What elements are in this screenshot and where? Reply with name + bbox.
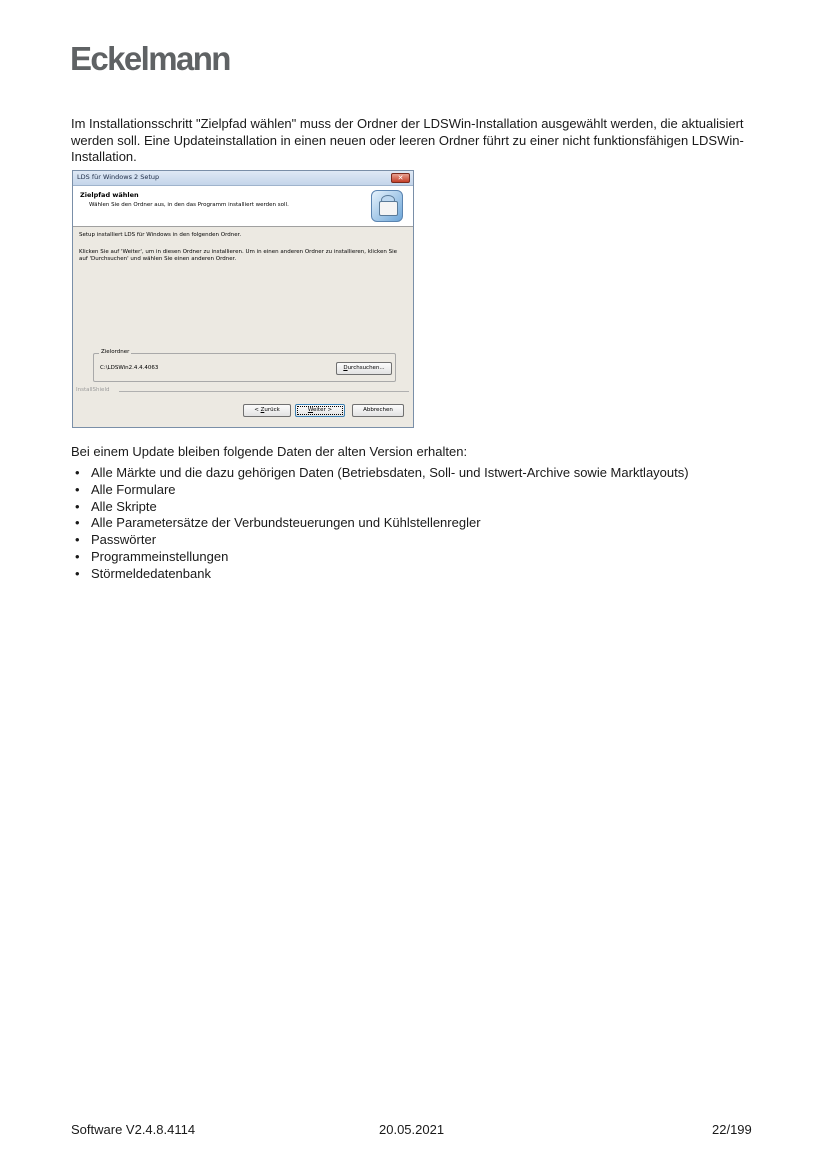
list-item-text: Passwörter	[91, 532, 157, 548]
list-item	[75, 549, 689, 566]
cancel-button[interactable]: Abbrechen	[352, 404, 404, 417]
footer-date: 20.05.2021	[379, 1122, 445, 1137]
dialog-body-line2: Klicken Sie auf 'Weiter', um in diesen Ordner zu installieren. Um in einen anderen Ordner zu installieren, klicken Sie auf 'Durchsuchen' und wählen Sie einen anderen Ordner.	[79, 249, 397, 262]
computer-shape	[379, 201, 398, 216]
list-item-text: Alle Parametersätze der Verbundsteuerungen und Kühlstellenregler	[91, 515, 481, 531]
bullet-icon: •	[75, 515, 80, 531]
browse-label-post: urchsuchen...	[347, 365, 385, 371]
installshield-label: InstallShield	[76, 387, 110, 393]
list-item-text: Programmeinstellungen	[91, 548, 229, 564]
preserved-data-list	[75, 465, 689, 583]
bullet-icon: •	[75, 481, 80, 497]
bullet-icon: •	[75, 498, 80, 514]
next-label-post: eiter >	[313, 407, 333, 413]
setup-dialog-screenshot	[72, 170, 414, 428]
close-icon[interactable]: ✕	[391, 173, 410, 183]
next-label-accel: W	[307, 407, 314, 413]
back-label-post: urück	[264, 407, 280, 413]
footer-software-version: Software V2.4.8.4114	[71, 1122, 196, 1137]
intro-paragraph: Im Installationsschritt "Zielpfad wählen" muss der Ordner der LDSWin-Installation ausgewählt werden, die aktualisiert werden soll. Eine Updateinstallation in einen neuen oder leeren Ordner führt zu einer nicht funktionsfähigen LDSWin-Installation.	[71, 116, 744, 164]
list-item	[75, 499, 689, 516]
bullet-icon: •	[75, 548, 80, 564]
setup-computer-icon	[371, 190, 403, 222]
company-logo: Eckelmann	[70, 40, 230, 77]
target-folder-path: C:\LDSWin2.4.4.4063	[100, 365, 159, 371]
back-label-pre: <	[254, 407, 261, 413]
dialog-header-subtitle: Wählen Sie den Ordner aus, in den das Programm installiert werden soll.	[89, 202, 289, 208]
list-item	[75, 566, 689, 583]
list-item-text: Alle Märkte und die dazu gehörigen Daten (Betriebsdaten, Soll- und Istwert-Archive sowie Marktlayouts)	[91, 465, 689, 480]
target-folder-group	[93, 349, 396, 382]
footer-page-number: 22/199	[712, 1122, 752, 1137]
bullet-icon: •	[75, 565, 80, 581]
dialog-title: LDS für Windows 2 Setup	[77, 173, 160, 181]
next-button[interactable]	[295, 404, 345, 417]
dialog-body-line1: Setup installiert LDS für Windows in den folgenden Ordner.	[79, 232, 242, 238]
list-item	[75, 515, 689, 532]
dialog-header	[73, 186, 413, 227]
list-item-text: Störmeldedatenbank	[91, 565, 211, 581]
browse-button[interactable]	[336, 362, 392, 375]
bullet-icon: •	[75, 465, 80, 480]
update-info-text: Bei einem Update bleiben folgende Daten der alten Version erhalten:	[71, 444, 468, 459]
list-item-text: Alle Formulare	[91, 481, 176, 497]
list-item	[75, 465, 689, 482]
dialog-titlebar	[73, 171, 413, 186]
footer-separator	[119, 391, 409, 392]
back-label-accel: Z	[260, 407, 265, 413]
list-item	[75, 482, 689, 499]
target-folder-label: Zielordner	[101, 349, 130, 355]
list-item	[75, 532, 689, 549]
bullet-icon: •	[75, 532, 80, 548]
list-item-text: Alle Skripte	[91, 498, 157, 514]
browse-label-accel: D	[343, 365, 348, 371]
back-button[interactable]	[243, 404, 291, 417]
dialog-header-title: Zielpfad wählen	[80, 191, 139, 199]
